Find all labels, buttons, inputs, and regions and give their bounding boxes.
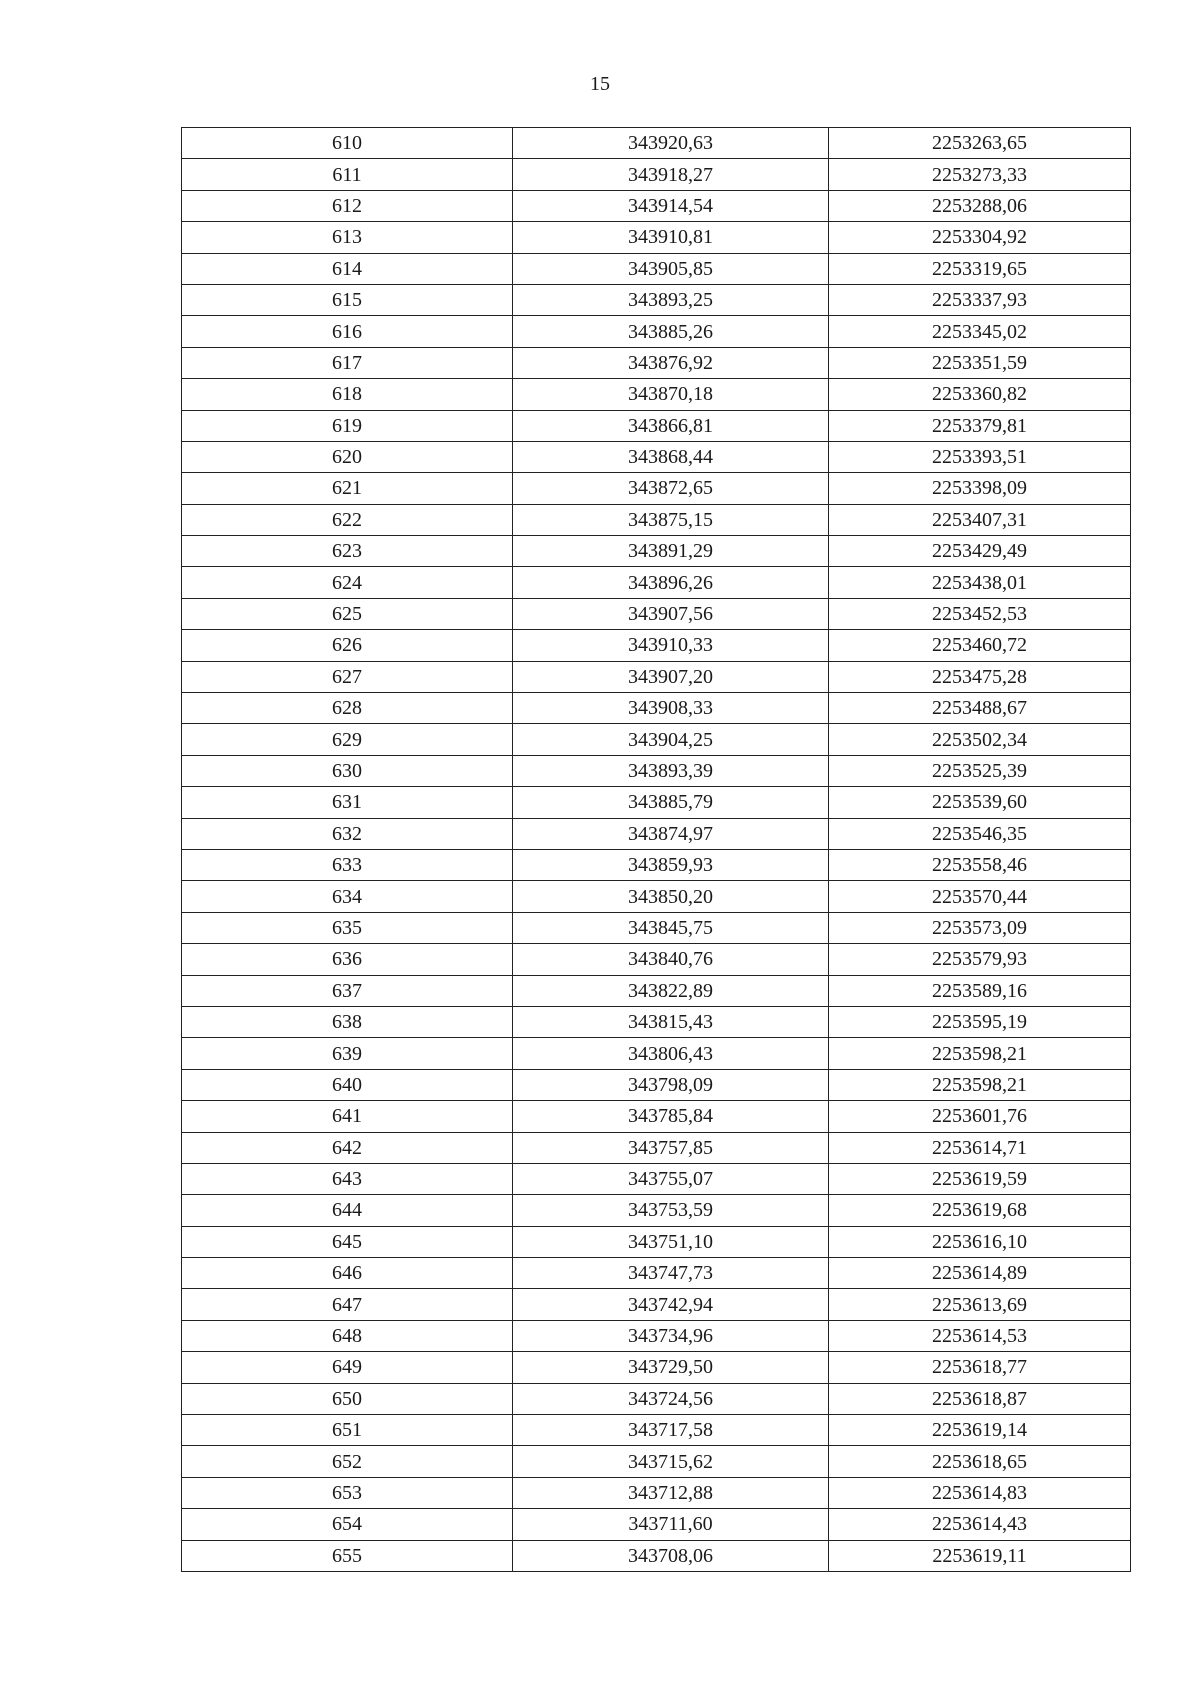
y-coordinate-cell: 2253589,16 [829, 975, 1131, 1006]
table-row [182, 661, 1131, 692]
point-number-cell: 624 [182, 567, 513, 598]
table-row [182, 253, 1131, 284]
table-row [182, 1289, 1131, 1320]
y-coordinate-cell: 2253273,33 [829, 159, 1131, 190]
y-coordinate-cell: 2253619,14 [829, 1415, 1131, 1446]
point-number-cell: 621 [182, 473, 513, 504]
point-number-cell: 631 [182, 787, 513, 818]
x-coordinate-cell: 343751,10 [513, 1226, 829, 1257]
point-number-cell: 636 [182, 944, 513, 975]
x-coordinate-cell: 343708,06 [513, 1540, 829, 1571]
point-number-cell: 644 [182, 1195, 513, 1226]
y-coordinate-cell: 2253598,21 [829, 1069, 1131, 1100]
x-coordinate-cell: 343908,33 [513, 693, 829, 724]
y-coordinate-cell: 2253438,01 [829, 567, 1131, 598]
x-coordinate-cell: 343907,20 [513, 661, 829, 692]
point-number-cell: 647 [182, 1289, 513, 1320]
x-coordinate-cell: 343885,26 [513, 316, 829, 347]
table-row [182, 284, 1131, 315]
x-coordinate-cell: 343715,62 [513, 1446, 829, 1477]
y-coordinate-cell: 2253573,09 [829, 912, 1131, 943]
x-coordinate-cell: 343920,63 [513, 128, 829, 159]
y-coordinate-cell: 2253460,72 [829, 630, 1131, 661]
point-number-cell: 622 [182, 504, 513, 535]
x-coordinate-cell: 343866,81 [513, 410, 829, 441]
point-number-cell: 638 [182, 1006, 513, 1037]
x-coordinate-cell: 343870,18 [513, 379, 829, 410]
y-coordinate-cell: 2253263,65 [829, 128, 1131, 159]
table-row [182, 504, 1131, 535]
y-coordinate-cell: 2253616,10 [829, 1226, 1131, 1257]
x-coordinate-cell: 343711,60 [513, 1509, 829, 1540]
point-number-cell: 620 [182, 441, 513, 472]
point-number-cell: 615 [182, 284, 513, 315]
x-coordinate-cell: 343840,76 [513, 944, 829, 975]
table-row [182, 441, 1131, 472]
coordinates-table [181, 127, 1131, 1572]
x-coordinate-cell: 343904,25 [513, 724, 829, 755]
point-number-cell: 646 [182, 1258, 513, 1289]
point-number-cell: 635 [182, 912, 513, 943]
table-row [182, 818, 1131, 849]
y-coordinate-cell: 2253319,65 [829, 253, 1131, 284]
table-row [182, 598, 1131, 629]
x-coordinate-cell: 343742,94 [513, 1289, 829, 1320]
y-coordinate-cell: 2253502,34 [829, 724, 1131, 755]
y-coordinate-cell: 2253619,68 [829, 1195, 1131, 1226]
x-coordinate-cell: 343717,58 [513, 1415, 829, 1446]
point-number-cell: 629 [182, 724, 513, 755]
point-number-cell: 642 [182, 1132, 513, 1163]
table-row [182, 190, 1131, 221]
table-row [182, 755, 1131, 786]
point-number-cell: 650 [182, 1383, 513, 1414]
table-row [182, 159, 1131, 190]
point-number-cell: 627 [182, 661, 513, 692]
point-number-cell: 641 [182, 1101, 513, 1132]
table-row [182, 1320, 1131, 1351]
y-coordinate-cell: 2253539,60 [829, 787, 1131, 818]
table-row [182, 1101, 1131, 1132]
x-coordinate-cell: 343910,33 [513, 630, 829, 661]
page-number: 15 [590, 73, 610, 95]
y-coordinate-cell: 2253488,67 [829, 693, 1131, 724]
y-coordinate-cell: 2253452,53 [829, 598, 1131, 629]
point-number-cell: 654 [182, 1509, 513, 1540]
table-row [182, 630, 1131, 661]
point-number-cell: 645 [182, 1226, 513, 1257]
x-coordinate-cell: 343918,27 [513, 159, 829, 190]
table-row [182, 347, 1131, 378]
y-coordinate-cell: 2253546,35 [829, 818, 1131, 849]
y-coordinate-cell: 2253393,51 [829, 441, 1131, 472]
y-coordinate-cell: 2253525,39 [829, 755, 1131, 786]
x-coordinate-cell: 343753,59 [513, 1195, 829, 1226]
point-number-cell: 639 [182, 1038, 513, 1069]
y-coordinate-cell: 2253601,76 [829, 1101, 1131, 1132]
point-number-cell: 649 [182, 1352, 513, 1383]
table-row [182, 724, 1131, 755]
x-coordinate-cell: 343859,93 [513, 849, 829, 880]
table-row [182, 1069, 1131, 1100]
x-coordinate-cell: 343876,92 [513, 347, 829, 378]
x-coordinate-cell: 343712,88 [513, 1477, 829, 1508]
point-number-cell: 632 [182, 818, 513, 849]
table-row [182, 379, 1131, 410]
table-row [182, 128, 1131, 159]
table-row [182, 1540, 1131, 1571]
x-coordinate-cell: 343885,79 [513, 787, 829, 818]
y-coordinate-cell: 2253304,92 [829, 222, 1131, 253]
x-coordinate-cell: 343893,25 [513, 284, 829, 315]
table-row [182, 693, 1131, 724]
point-number-cell: 648 [182, 1320, 513, 1351]
x-coordinate-cell: 343874,97 [513, 818, 829, 849]
point-number-cell: 643 [182, 1163, 513, 1194]
x-coordinate-cell: 343806,43 [513, 1038, 829, 1069]
point-number-cell: 633 [182, 849, 513, 880]
y-coordinate-cell: 2253558,46 [829, 849, 1131, 880]
x-coordinate-cell: 343729,50 [513, 1352, 829, 1383]
table-row [182, 536, 1131, 567]
point-number-cell: 630 [182, 755, 513, 786]
x-coordinate-cell: 343910,81 [513, 222, 829, 253]
table-row [182, 410, 1131, 441]
x-coordinate-cell: 343734,96 [513, 1320, 829, 1351]
table-row [182, 881, 1131, 912]
y-coordinate-cell: 2253614,83 [829, 1477, 1131, 1508]
table-row [182, 1415, 1131, 1446]
x-coordinate-cell: 343845,75 [513, 912, 829, 943]
point-number-cell: 611 [182, 159, 513, 190]
point-number-cell: 614 [182, 253, 513, 284]
y-coordinate-cell: 2253619,11 [829, 1540, 1131, 1571]
table-row [182, 473, 1131, 504]
coordinates-table-body [182, 128, 1131, 1572]
y-coordinate-cell: 2253351,59 [829, 347, 1131, 378]
point-number-cell: 653 [182, 1477, 513, 1508]
table-row [182, 222, 1131, 253]
x-coordinate-cell: 343896,26 [513, 567, 829, 598]
y-coordinate-cell: 2253598,21 [829, 1038, 1131, 1069]
y-coordinate-cell: 2253379,81 [829, 410, 1131, 441]
table-row [182, 1226, 1131, 1257]
table-row [182, 1006, 1131, 1037]
table-row [182, 1446, 1131, 1477]
y-coordinate-cell: 2253360,82 [829, 379, 1131, 410]
x-coordinate-cell: 343850,20 [513, 881, 829, 912]
table-row [182, 1477, 1131, 1508]
y-coordinate-cell: 2253614,43 [829, 1509, 1131, 1540]
table-row [182, 975, 1131, 1006]
point-number-cell: 612 [182, 190, 513, 221]
table-row [182, 1163, 1131, 1194]
y-coordinate-cell: 2253288,06 [829, 190, 1131, 221]
x-coordinate-cell: 343875,15 [513, 504, 829, 535]
y-coordinate-cell: 2253618,87 [829, 1383, 1131, 1414]
point-number-cell: 623 [182, 536, 513, 567]
x-coordinate-cell: 343907,56 [513, 598, 829, 629]
y-coordinate-cell: 2253429,49 [829, 536, 1131, 567]
y-coordinate-cell: 2253475,28 [829, 661, 1131, 692]
table-row [182, 1509, 1131, 1540]
x-coordinate-cell: 343893,39 [513, 755, 829, 786]
point-number-cell: 618 [182, 379, 513, 410]
table-row [182, 567, 1131, 598]
y-coordinate-cell: 2253398,09 [829, 473, 1131, 504]
table-row [182, 1383, 1131, 1414]
table-row [182, 944, 1131, 975]
point-number-cell: 640 [182, 1069, 513, 1100]
y-coordinate-cell: 2253614,53 [829, 1320, 1131, 1351]
point-number-cell: 651 [182, 1415, 513, 1446]
point-number-cell: 617 [182, 347, 513, 378]
point-number-cell: 619 [182, 410, 513, 441]
x-coordinate-cell: 343747,73 [513, 1258, 829, 1289]
y-coordinate-cell: 2253337,93 [829, 284, 1131, 315]
x-coordinate-cell: 343872,65 [513, 473, 829, 504]
y-coordinate-cell: 2253613,69 [829, 1289, 1131, 1320]
point-number-cell: 616 [182, 316, 513, 347]
x-coordinate-cell: 343815,43 [513, 1006, 829, 1037]
x-coordinate-cell: 343757,85 [513, 1132, 829, 1163]
y-coordinate-cell: 2253614,71 [829, 1132, 1131, 1163]
y-coordinate-cell: 2253345,02 [829, 316, 1131, 347]
x-coordinate-cell: 343724,56 [513, 1383, 829, 1414]
x-coordinate-cell: 343914,54 [513, 190, 829, 221]
y-coordinate-cell: 2253570,44 [829, 881, 1131, 912]
point-number-cell: 626 [182, 630, 513, 661]
x-coordinate-cell: 343798,09 [513, 1069, 829, 1100]
x-coordinate-cell: 343891,29 [513, 536, 829, 567]
y-coordinate-cell: 2253618,65 [829, 1446, 1131, 1477]
table-row [182, 849, 1131, 880]
x-coordinate-cell: 343905,85 [513, 253, 829, 284]
table-row [182, 1352, 1131, 1383]
y-coordinate-cell: 2253595,19 [829, 1006, 1131, 1037]
point-number-cell: 610 [182, 128, 513, 159]
table-row [182, 912, 1131, 943]
table-row [182, 316, 1131, 347]
point-number-cell: 637 [182, 975, 513, 1006]
table-row [182, 1258, 1131, 1289]
x-coordinate-cell: 343868,44 [513, 441, 829, 472]
table-row [182, 787, 1131, 818]
point-number-cell: 634 [182, 881, 513, 912]
point-number-cell: 625 [182, 598, 513, 629]
table-row [182, 1195, 1131, 1226]
y-coordinate-cell: 2253619,59 [829, 1163, 1131, 1194]
y-coordinate-cell: 2253407,31 [829, 504, 1131, 535]
y-coordinate-cell: 2253618,77 [829, 1352, 1131, 1383]
x-coordinate-cell: 343755,07 [513, 1163, 829, 1194]
point-number-cell: 655 [182, 1540, 513, 1571]
point-number-cell: 652 [182, 1446, 513, 1477]
table-row [182, 1038, 1131, 1069]
point-number-cell: 628 [182, 693, 513, 724]
y-coordinate-cell: 2253614,89 [829, 1258, 1131, 1289]
point-number-cell: 613 [182, 222, 513, 253]
x-coordinate-cell: 343785,84 [513, 1101, 829, 1132]
y-coordinate-cell: 2253579,93 [829, 944, 1131, 975]
table-row [182, 1132, 1131, 1163]
x-coordinate-cell: 343822,89 [513, 975, 829, 1006]
